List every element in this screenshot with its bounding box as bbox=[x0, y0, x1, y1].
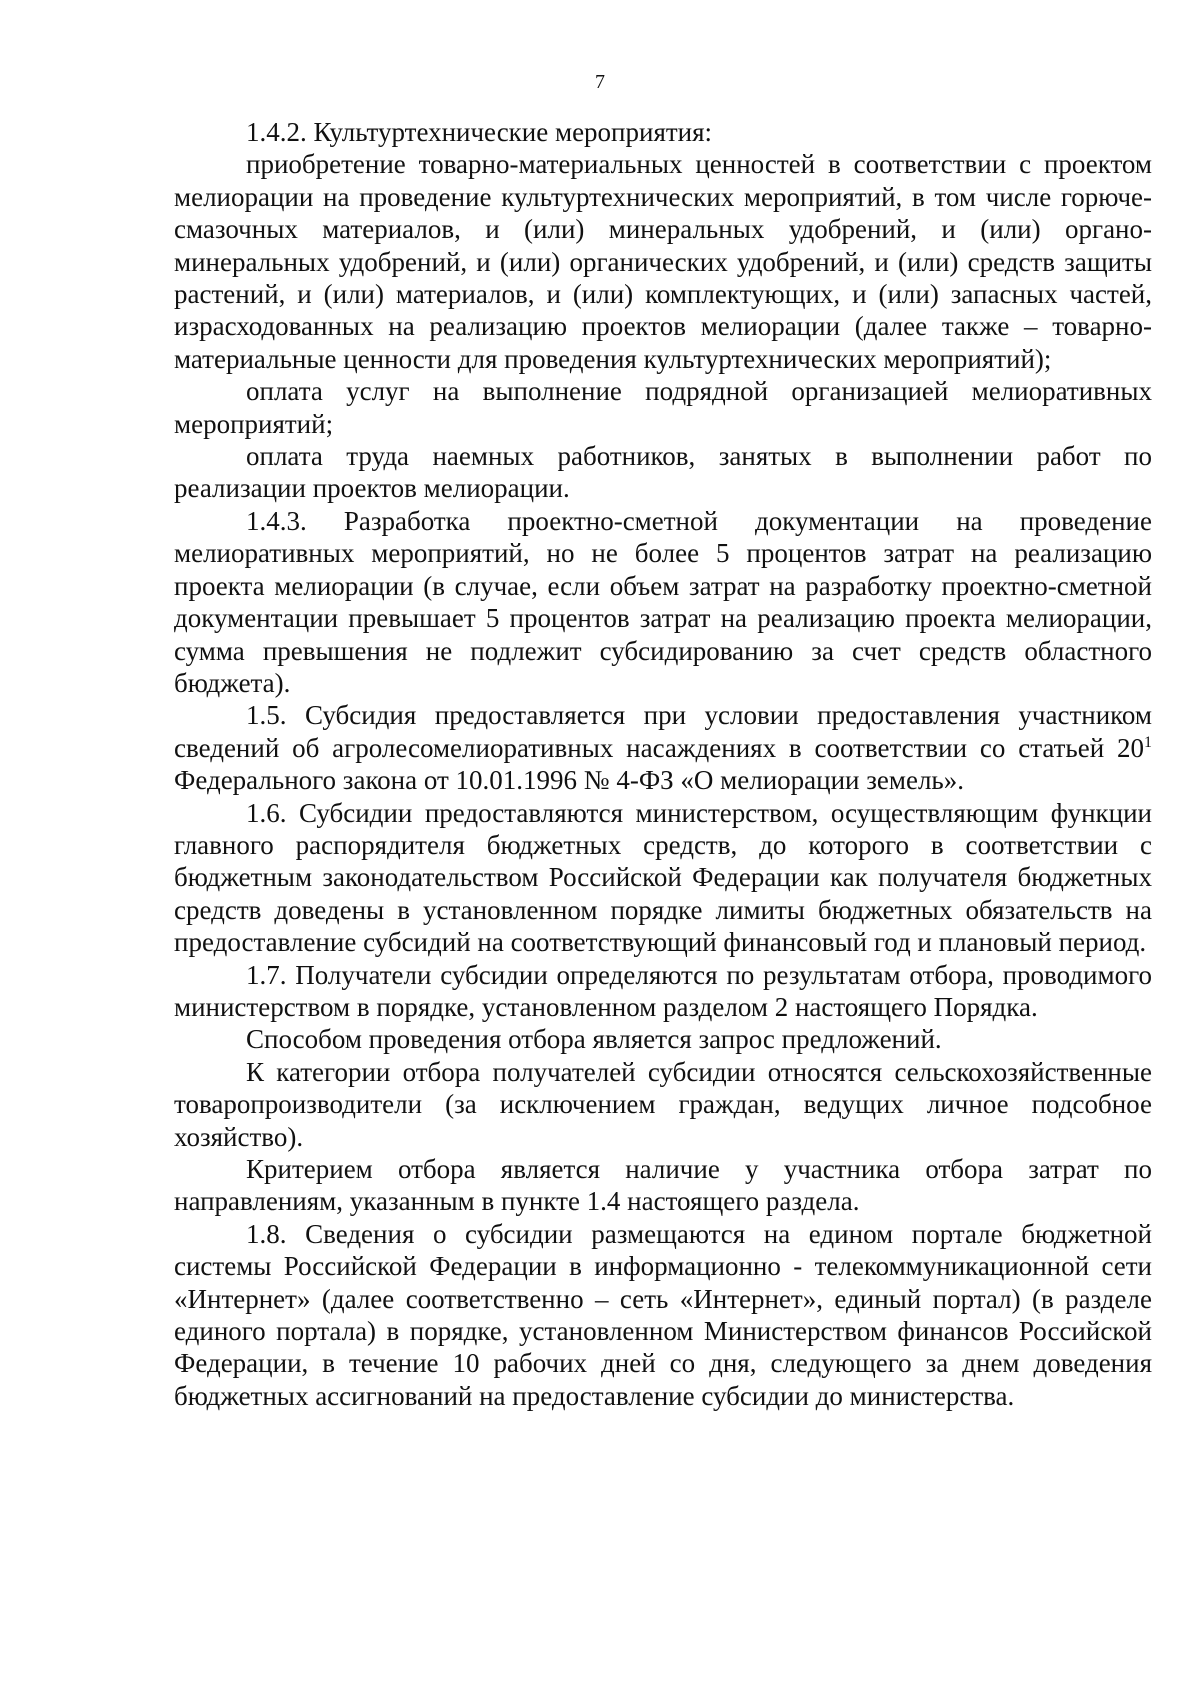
paragraph-selection-criterion: Критерием отбора является наличие у участника отбора затрат по направлениям, указанным в пункте 1.4 настоящего раздела. bbox=[174, 1154, 1152, 1217]
paragraph-1-5-text-before: 1.5. Субсидия предоставляется при условии предоставления участником сведений об агролесомелиоративных насаждениях в соответствии со статьей 20 bbox=[174, 700, 1152, 763]
paragraph-1-7: 1.7. Получатели субсидии определяются по результатам отбора, проводимого министерством в порядке, установленном разделом 2 настоящего Порядка. bbox=[174, 959, 1152, 1022]
paragraph-1-4-3: 1.4.3. Разработка проектно-сметной документации на проведение мелиоративных мероприятий, но не более 5 процентов затрат на реализацию проекта мелиорации (в случае, если объем затрат на разработку проектно-сметной документации превышает 5 процентов затрат на реализацию проекта мелиорации, сумма превышения не подлежит субсидированию за счет средств областного бюджета). bbox=[174, 505, 1152, 698]
paragraph-1-8: 1.8. Сведения о субсидии размещаются на едином портале бюджетной системы Российской Федерации в информационно - телекоммуникационной сети «Интернет» (далее соответственно – сеть «Интернет», единый портал) (в разделе единого портала) в порядке, установленном Министерством финансов Российской Федерации, в течение 10 рабочих дней со дня, следующего за днем доведения бюджетных ассигнований на предоставление субсидии до министерства. bbox=[174, 1218, 1152, 1411]
paragraph-1-6: 1.6. Субсидии предоставляются министерством, осуществляющим функции главного распорядителя бюджетных средств, до которого в соответствии с бюджетным законодательством Российской Федерации как получателя бюджетных средств доведены в установленном порядке лимиты бюджетных обязательств на предоставление субсидий на соответствующий финансовый год и плановый период. bbox=[174, 797, 1152, 958]
paragraph-1-5 bbox=[174, 699, 1152, 796]
document-body bbox=[174, 116, 1152, 1412]
paragraph-purchase-materials: приобретение товарно-материальных ценностей в соответствии с проектом мелиорации на проведение культуртехнических мероприятий, в том числе горюче-смазочных материалов, и (или) минеральных удобрений, и (или) органо-минеральных удобрений, и (или) органических удобрений, и (или) средств защиты растений, и (или) материалов, и (или) комплектующих, и (или) запасных частей, израсходованных на реализацию проектов мелиорации (далее также – товарно-материальные ценности для проведения культуртехнических мероприятий); bbox=[174, 149, 1152, 374]
paragraph-selection-category: К категории отбора получателей субсидии относятся сельскохозяйственные товаропроизводители (за исключением граждан, ведущих личное подсобное хозяйство). bbox=[174, 1056, 1152, 1152]
page-number: 7 bbox=[595, 71, 605, 93]
paragraph-1-5-text-after: Федерального закона от 10.01.1996 № 4-ФЗ «О мелиорации земель». bbox=[174, 765, 965, 796]
paragraph-1-4-2-heading: 1.4.2. Культуртехнические мероприятия: bbox=[246, 117, 713, 147]
paragraph-wages: оплата труда наемных работников, занятых в выполнении работ по реализации проектов мелиорации. bbox=[174, 441, 1152, 504]
paragraph-selection-method: Способом проведения отбора является запрос предложений. bbox=[246, 1024, 942, 1055]
paragraph-contractor-services: оплата услуг на выполнение подрядной организацией мелиоративных мероприятий; bbox=[174, 376, 1152, 439]
paragraph-1-5-superscript: 1 bbox=[1144, 733, 1152, 751]
